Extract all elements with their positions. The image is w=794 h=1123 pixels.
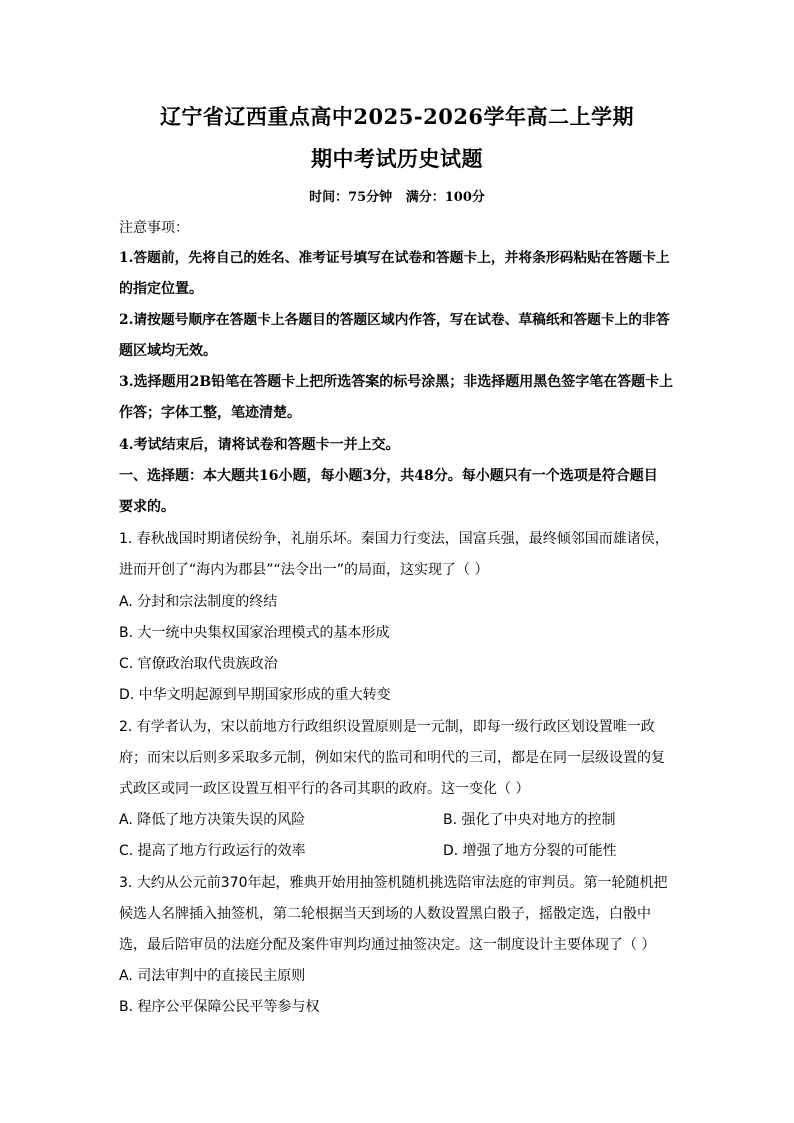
section-heading-cont: 要求的。 xyxy=(119,499,175,515)
question-1-option-b: B. 大一统中央集权国家治理模式的基本形成 xyxy=(119,625,390,641)
question-2-option-d: D. 增强了地方分裂的可能性 xyxy=(443,843,617,859)
notice-heading: 注意事项： xyxy=(119,220,189,236)
question-1-option-d: D. 中华文明起源到早期国家形成的重大转变 xyxy=(119,687,391,703)
question-2-stem: 府；而宋以后则多采取多元制，例如宋代的监司和明代的三司，都是在同一层级设置的复 xyxy=(119,750,665,766)
question-1-option-c: C. 官僚政治取代贵族政治 xyxy=(119,656,278,672)
question-3-stem: 候选人名牌插入抽签机，第二轮根据当天到场的人数设置黑白骰子，摇骰定选，白骰中 xyxy=(119,906,651,922)
notice-line: 作答；字体工整，笔迹清楚。 xyxy=(119,405,301,421)
notice-line: 3.选择题用2B铅笔在答题卡上把所选答案的标号涂黑；非选择题用黑色签字笔在答题卡上 xyxy=(119,374,674,390)
question-2-stem: 式政区或同一政区设置互相平行的各司其职的政府。这一变化（ ） xyxy=(119,781,530,797)
notice-line: 2.请按题号顺序在答题卡上各题目的答题区域内作答，写在试卷、草稿纸和答题卡上的非答 xyxy=(119,312,670,328)
question-2-option-a: A. 降低了地方决策失误的风险 xyxy=(119,812,306,828)
notice-line: 4.考试结束后，请将试卷和答题卡一并上交。 xyxy=(119,437,400,453)
question-3-option-a: A. 司法审判中的直接民主原则 xyxy=(119,968,306,984)
question-1-stem: 1. 春秋战国时期诸侯纷争，礼崩乐坏。秦国力行变法，国富兵强，最终倾邻国而雄诸侯， xyxy=(119,531,669,547)
question-3-option-b: B. 程序公平保障公民平等参与权 xyxy=(119,999,320,1015)
exam-title: 辽宁省辽西重点高中2025-2026学年高二上学期 xyxy=(159,104,635,129)
question-2-stem: 2. 有学者认为，宋以前地方行政组织设置原则是一元制，即每一级行政区划设置唯一政 xyxy=(119,719,655,735)
section-heading: 一、选择题：本大题共16小题，每小题3分，共48分。每小题只有一个选项是符合题目 xyxy=(119,468,658,484)
question-3-stem: 3. 大约从公元前370年起，雅典开始用抽签机随机挑选陪审法庭的审判员。第一轮随机把 xyxy=(119,875,668,891)
exam-subtitle: 期中考试历史试题 xyxy=(311,146,483,171)
question-3-stem: 选，最后陪审员的法庭分配及案件审判均通过抽签决定。这一制度设计主要体现了（ ） xyxy=(119,937,656,953)
exam-time-score: 时间：75分钟 满分：100分 xyxy=(309,190,485,205)
question-2-option-c: C. 提高了地方行政运行的效率 xyxy=(119,843,306,859)
notice-line: 的指定位置。 xyxy=(119,281,203,297)
question-1-stem: 进而开创了“海内为郡县”“法令出一”的局面，这实现了（ ） xyxy=(119,562,489,578)
notice-line: 题区域均无效。 xyxy=(119,343,217,359)
notice-line: 1.答题前，先将自己的姓名、准考证号填写在试卷和答题卡上，并将条形码粘贴在答题卡上 xyxy=(119,250,670,266)
question-1-option-a: A. 分封和宗法制度的终结 xyxy=(119,594,278,610)
question-2-option-b: B. 强化了中央对地方的控制 xyxy=(443,812,616,828)
